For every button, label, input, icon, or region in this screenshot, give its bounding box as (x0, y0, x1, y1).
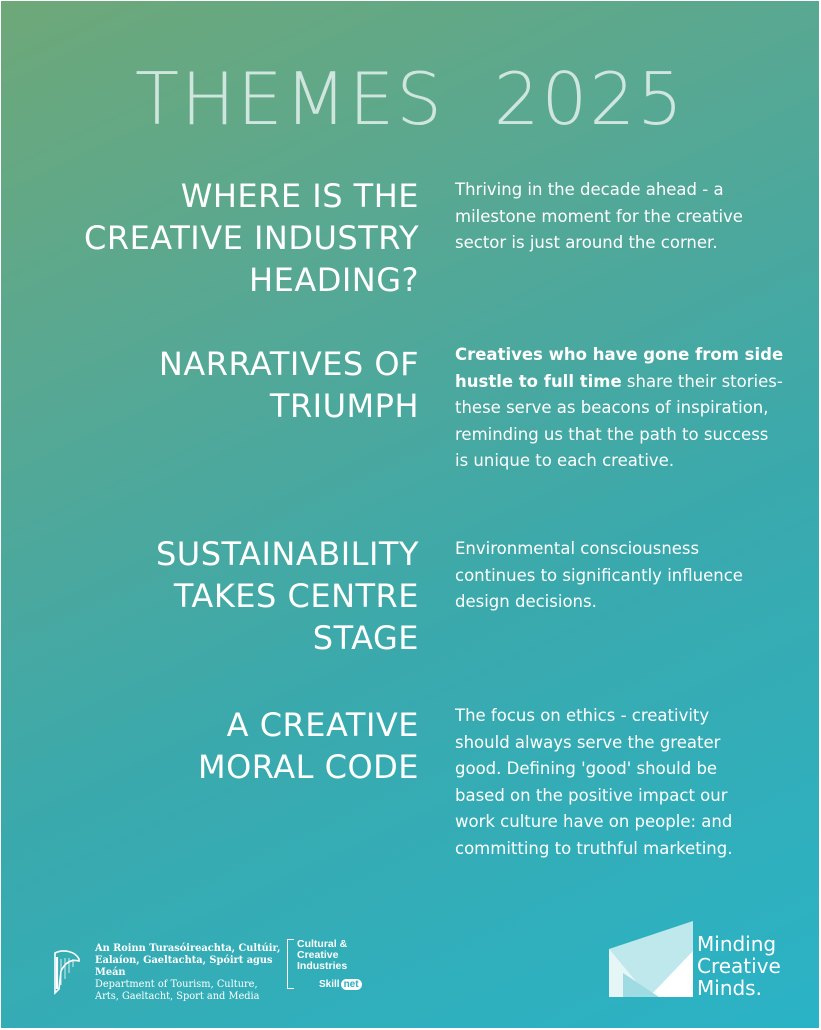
theme-description-industry: Thriving in the decade ahead - a milestone moment for the creative sector is just around the corner. (455, 180, 743, 252)
theme-description-triumph-rest: share their stories- these serve as beacons of inspiration, reminding us that the path to success is unique to each creative. (455, 371, 783, 470)
department-name-irish: An Roinn Turasóireachta, Cultúir, Ealaíon, Gaeltachta, Spóirt agus Meán (95, 943, 281, 978)
theme-description-triumph (455, 342, 805, 475)
poster (1, 1, 819, 1028)
theme-heading-triumph: NARRATIVES OF TRIUMPH (158, 345, 419, 425)
department-logo (49, 939, 289, 1002)
theme-heading-sustainability: SUSTAINABILITY TAKES CENTRE STAGE (155, 535, 419, 657)
cci-bracket (287, 939, 294, 989)
theme-description-sustainability: Environmental consciousness continues to significantly influence design decisions. (455, 539, 743, 611)
theme-description-triumph-emphasis: Creatives who have gone from side hustle to full time (455, 345, 784, 391)
page-title: THEMES 2025 (135, 57, 685, 141)
theme-description-moral-code: The focus on ethics - creativity should always serve the greater good. Defining 'good' should be based on the positive impact our work culture have on people: and committing to truthful marketing. (455, 706, 733, 858)
skillnet-logo (319, 979, 362, 990)
department-name (95, 943, 290, 1003)
skillnet-prefix: Skill (319, 979, 340, 990)
theme-heading-industry: WHERE IS THE CREATIVE INDUSTRY HEADING? (84, 177, 419, 299)
brand-name: Minding Creative Minds. (697, 932, 781, 1000)
minding-creative-minds-logo (609, 921, 693, 1001)
department-name-english: Department of Tourism, Culture, Arts, Gaeltacht, Sport and Media (95, 979, 260, 1002)
harp-icon (49, 949, 83, 995)
skillnet-suffix: net (341, 979, 362, 990)
theme-heading-moral-code: A CREATIVE MORAL CODE (197, 706, 419, 786)
cci-label: Cultural & Creative Industries (297, 938, 348, 972)
cultural-creative-industries-logo (287, 937, 377, 995)
